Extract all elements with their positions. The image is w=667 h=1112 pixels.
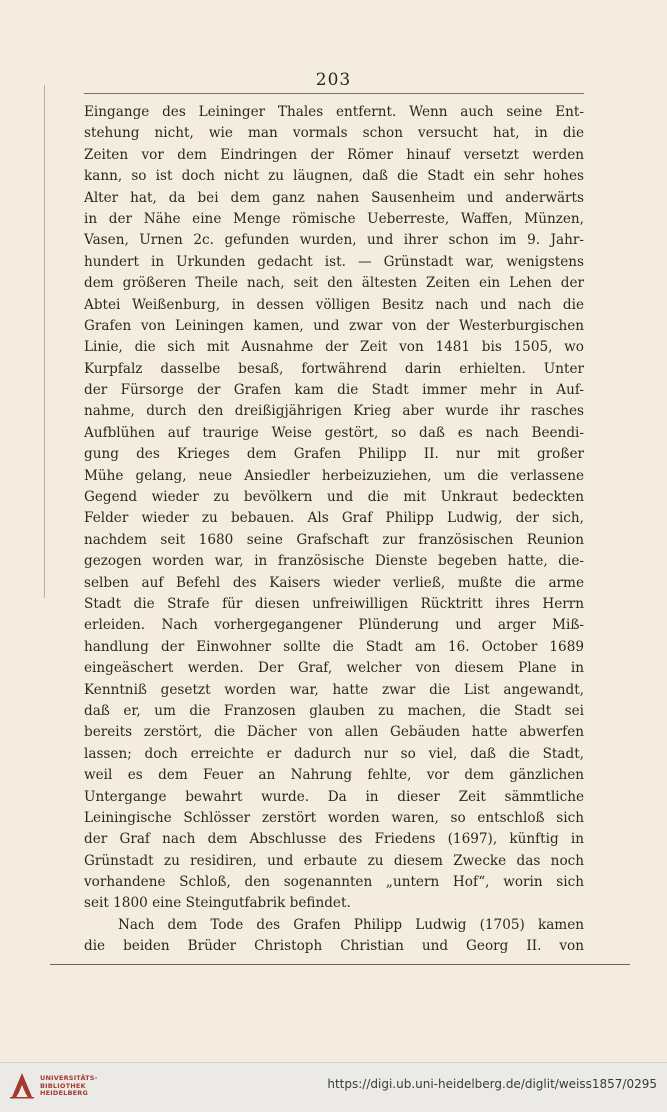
text-line: Mühe gelang, neue Ansiedler herbeizuziehen, um die verlassene	[84, 467, 584, 484]
text-line: vorhandene Schloß, den sogenannten „untern Hof“, worin sich	[84, 874, 584, 891]
text-line: nahme, durch den dreißigjährigen Krieg aber wurde ihr rasches	[84, 403, 584, 420]
text-line: Vasen, Urnen 2c. gefunden wurden, und ihrer schon im 9. Jahr-	[84, 232, 584, 249]
paragraph-end-line: seit 1800 eine Steingutfabrik befindet.	[84, 895, 351, 912]
text-line: in der Nähe eine Menge römische Ueberreste, Waffen, Münzen,	[84, 210, 584, 227]
text-line: kann, so ist doch nicht zu läugnen, daß die Stadt ein sehr hohes	[84, 168, 584, 185]
page-number: 203	[315, 70, 352, 90]
text-line: Grünstadt zu residiren, und erbaute zu diesem Zwecke das noch	[84, 852, 584, 869]
text-line: gezogen worden war, in französische Dienste begeben hatte, die-	[84, 553, 584, 570]
text-line: bereits zerstört, die Dächer von allen Gebäuden hatte abwerfen	[84, 724, 584, 741]
text-line: Felder wieder zu bebauen. Als Graf Philipp Ludwig, der sich,	[84, 510, 584, 527]
viewer-footer	[0, 1062, 667, 1112]
text-line: Eingange des Leininger Thales entfernt. Wenn auch seine Ent-	[84, 104, 584, 120]
text-line: eingeäschert werden. Der Graf, welcher von diesem Plane in	[84, 660, 584, 677]
text-line: handlung der Einwohner sollte die Stadt am 16. October 1689	[84, 638, 584, 655]
text-line: Kenntniß gesetzt worden war, hatte zwar die List angewandt,	[84, 681, 584, 698]
text-line: Untergange bewahrt wurde. Da in dieser Zeit sämmtliche	[84, 788, 584, 805]
text-line: Linie, die sich mit Ausnahme der Zeit von 1481 bis 1505, wo	[84, 339, 584, 356]
bottom-rule	[50, 964, 630, 965]
text-line: Gegend wieder zu bevölkern und die mit Unkraut bedeckten	[84, 489, 584, 506]
text-line: stehung nicht, wie man vormals schon versucht hat, in die	[84, 125, 584, 142]
page-edge-line	[44, 85, 45, 598]
body-text	[84, 102, 584, 958]
text-line: Zeiten vor dem Eindringen der Römer hinauf versetzt werden	[84, 146, 584, 163]
text-line: Kurpfalz dasselbe besaß, fortwährend darin erhielten. Unter	[84, 360, 584, 377]
text-line: der Fürsorge der Grafen kam die Stadt immer mehr in Auf-	[84, 382, 584, 399]
text-line: Leiningische Schlösser zerstört worden waren, so entschloß sich	[84, 809, 584, 826]
text-line: Grafen von Leiningen kamen, und zwar von der Westerburgischen	[84, 317, 584, 334]
text-line: der Graf nach dem Abschlusse des Friedens (1697), künftig in	[84, 831, 584, 848]
paragraph-start-line: Nach dem Tode des Grafen Philipp Ludwig (1705) kamen	[118, 916, 584, 933]
text-line: Stadt die Strafe für diesen unfreiwilligen Rücktritt ihres Herrn	[84, 595, 584, 612]
library-name: UNIVERSITÄTS- BIBLIOTHEK HEIDELBERG	[40, 1074, 98, 1097]
text-line: hundert in Urkunden gedacht ist. — Grünstadt war, wenigstens	[84, 253, 584, 270]
university-library-logo-icon	[8, 1071, 36, 1099]
text-line: selben auf Befehl des Kaisers wieder verließ, mußte die arme	[84, 574, 584, 591]
text-line: lassen; doch erreichte er dadurch nur so viel, daß die Stadt,	[84, 745, 584, 762]
text-line: Alter hat, da bei dem ganz nahen Sausenheim und anderwärts	[84, 189, 584, 206]
text-line: dem größeren Theile nach, seit den ältesten Zeiten ein Lehen der	[84, 275, 584, 292]
text-line: daß er, um die Franzosen glauben zu machen, die Stadt sei	[84, 702, 584, 719]
permalink-url[interactable]: https://digi.ub.uni-heidelberg.de/diglit/weiss1857/0295	[327, 1077, 657, 1091]
text-line: erleiden. Nach vorhergegangener Plünderung und arger Miß-	[84, 617, 584, 634]
text-line: gung des Krieges dem Grafen Philipp II. nur mit großer	[84, 446, 584, 463]
text-line: Aufblühen auf traurige Weise gestört, so daß es nach Beendi-	[84, 424, 584, 441]
text-line: die beiden Brüder Christoph Christian und Georg II. von	[84, 938, 584, 955]
header-rule	[84, 93, 584, 94]
text-line: nachdem seit 1680 seine Grafschaft zur französischen Reunion	[84, 531, 584, 548]
text-line: weil es dem Feuer an Nahrung fehlte, vor dem gänzlichen	[84, 767, 584, 784]
text-line: Abtei Weißenburg, in dessen völligen Besitz nach und nach die	[84, 296, 584, 313]
